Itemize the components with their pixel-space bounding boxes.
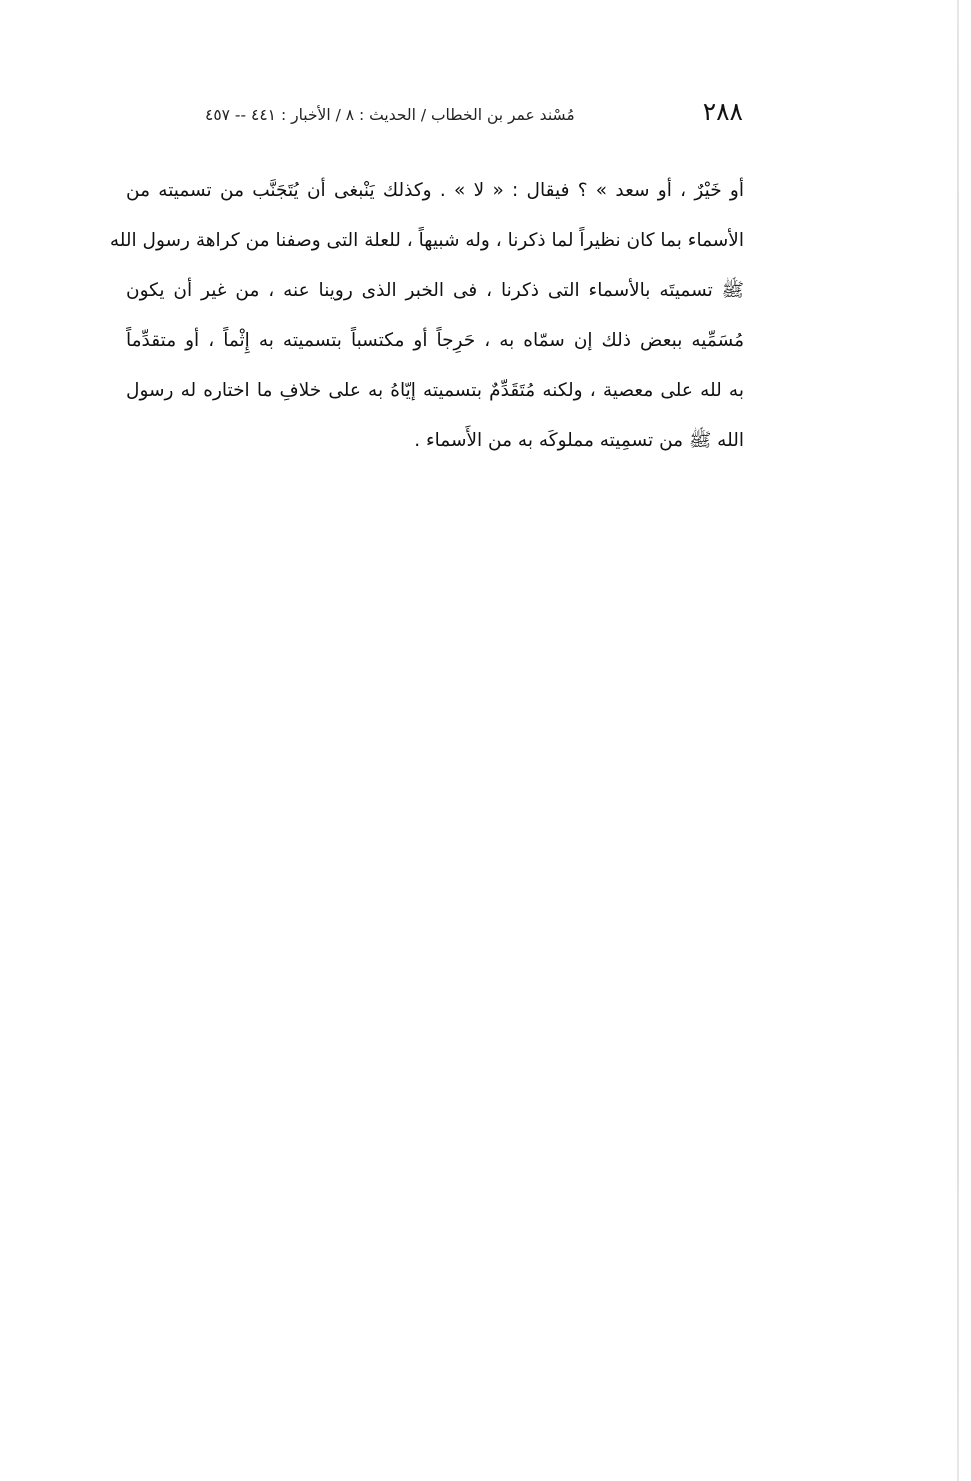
page-header xyxy=(205,96,743,136)
text-line: ﷺ تسميتَه بالأسماء التى ذكرنا ، فى الخبر الذى روينا عنه ، من غير أن يكون xyxy=(126,280,744,301)
running-head: مُسْند عمر بن الخطاب / الحديث : ٨ / الأخبار : ٤٤١ -- ٤٥٧ xyxy=(205,106,575,124)
text-line-last: الله ﷺ من تسمِيته مملوكَه به من الأَسماء . xyxy=(414,430,744,451)
scan-edge xyxy=(957,0,959,1481)
text-line: مُسَمِّيه ببعض ذلك إن سمّاه به ، حَرِجاً أو مكتسباً بتسميته به إِثْماً ، أو متقدِّماً xyxy=(126,330,744,351)
page-number: ٢٨٨ xyxy=(702,97,743,126)
text-line: أو خَيْرٌ ، أو سعد » ؟ فيقال : « لا » . وكذلك يَنْبغى أن يُتَجَنَّب من تسميته من xyxy=(126,180,744,201)
text-line: الأسماء بما كان نظيراً لما ذكرنا ، وله شبيهاً ، للعلة التى وصفنا من كراهة رسول الله xyxy=(109,230,744,251)
text-line: به لله على معصية ، ولكنه مُتَقَدِّمٌ بتسميته إيّاهُ به على خلافِ ما اختاره له رسول xyxy=(126,380,744,401)
body-paragraph xyxy=(109,170,744,470)
